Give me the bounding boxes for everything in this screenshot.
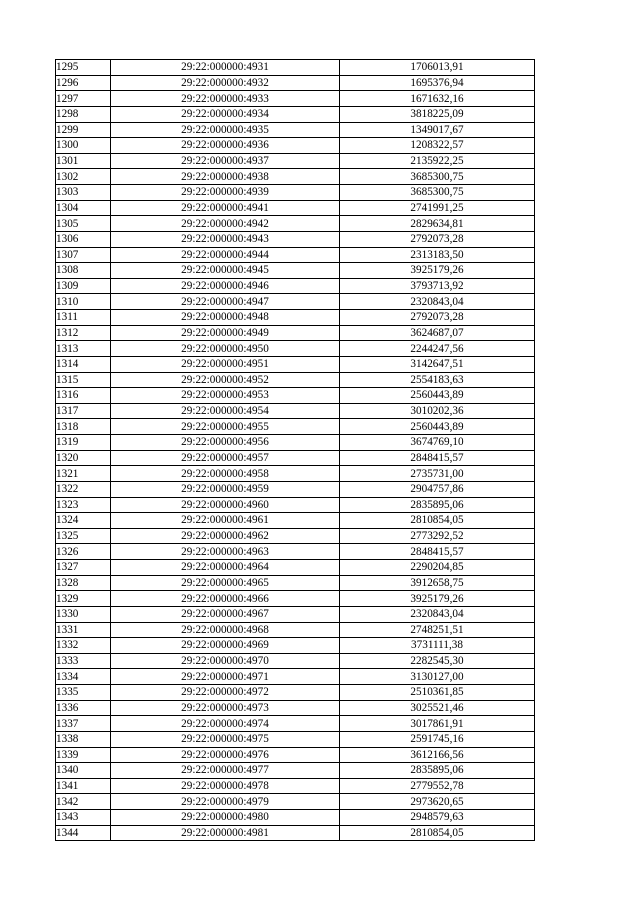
table-row — [56, 731, 535, 747]
table-row — [56, 122, 535, 138]
value-cell: 2282545,30 — [340, 653, 535, 669]
cadastral-number-cell: 29:22:000000:4972 — [111, 685, 340, 701]
cadastral-number-cell: 29:22:000000:4944 — [111, 247, 340, 263]
table-row — [56, 575, 535, 591]
table-row — [56, 263, 535, 279]
cadastral-number-cell: 29:22:000000:4969 — [111, 638, 340, 654]
row-number-cell: 1302 — [56, 169, 111, 185]
table-row — [56, 341, 535, 357]
table-row — [56, 403, 535, 419]
table-row — [56, 372, 535, 388]
row-number-cell: 1340 — [56, 763, 111, 779]
table-row — [56, 497, 535, 513]
value-cell: 2835895,06 — [340, 763, 535, 779]
cadastral-number-cell: 29:22:000000:4978 — [111, 778, 340, 794]
cadastral-number-cell: 29:22:000000:4961 — [111, 513, 340, 529]
value-cell: 3025521,46 — [340, 700, 535, 716]
cadastral-number-cell: 29:22:000000:4953 — [111, 388, 340, 404]
cadastral-number-cell: 29:22:000000:4931 — [111, 60, 340, 76]
cadastral-number-cell: 29:22:000000:4952 — [111, 372, 340, 388]
table-row — [56, 325, 535, 341]
value-cell: 2904757,86 — [340, 481, 535, 497]
table-row — [56, 294, 535, 310]
row-number-cell: 1297 — [56, 91, 111, 107]
row-number-cell: 1309 — [56, 278, 111, 294]
value-cell: 2948579,63 — [340, 810, 535, 826]
value-cell: 3912658,75 — [340, 575, 535, 591]
value-cell: 1671632,16 — [340, 91, 535, 107]
table-row — [56, 106, 535, 122]
cadastral-number-cell: 29:22:000000:4965 — [111, 575, 340, 591]
value-cell: 3818225,09 — [340, 106, 535, 122]
value-cell: 2773292,52 — [340, 528, 535, 544]
row-number-cell: 1334 — [56, 669, 111, 685]
row-number-cell: 1336 — [56, 700, 111, 716]
cadastral-number-cell: 29:22:000000:4976 — [111, 747, 340, 763]
value-cell: 2829634,81 — [340, 216, 535, 232]
row-number-cell: 1313 — [56, 341, 111, 357]
value-cell: 2510361,85 — [340, 685, 535, 701]
row-number-cell: 1337 — [56, 716, 111, 732]
cadastral-number-cell: 29:22:000000:4946 — [111, 278, 340, 294]
cadastral-number-cell: 29:22:000000:4945 — [111, 263, 340, 279]
table-row — [56, 747, 535, 763]
table-row — [56, 310, 535, 326]
cadastral-number-cell: 29:22:000000:4967 — [111, 606, 340, 622]
table-row — [56, 200, 535, 216]
value-cell: 3130127,00 — [340, 669, 535, 685]
row-number-cell: 1301 — [56, 153, 111, 169]
table-row — [56, 91, 535, 107]
value-cell: 2320843,04 — [340, 294, 535, 310]
cadastral-number-cell: 29:22:000000:4957 — [111, 450, 340, 466]
value-cell: 2835895,06 — [340, 497, 535, 513]
table-row — [56, 169, 535, 185]
cadastral-number-cell: 29:22:000000:4941 — [111, 200, 340, 216]
row-number-cell: 1318 — [56, 419, 111, 435]
table-row — [56, 356, 535, 372]
cadastral-number-cell: 29:22:000000:4970 — [111, 653, 340, 669]
row-number-cell: 1329 — [56, 591, 111, 607]
value-cell: 2244247,56 — [340, 341, 535, 357]
table-row — [56, 700, 535, 716]
cadastral-number-cell: 29:22:000000:4948 — [111, 310, 340, 326]
cadastral-number-cell: 29:22:000000:4963 — [111, 544, 340, 560]
row-number-cell: 1335 — [56, 685, 111, 701]
cadastral-number-cell: 29:22:000000:4960 — [111, 497, 340, 513]
table-row — [56, 185, 535, 201]
row-number-cell: 1324 — [56, 513, 111, 529]
row-number-cell: 1317 — [56, 403, 111, 419]
value-cell: 2848415,57 — [340, 544, 535, 560]
cadastral-number-cell: 29:22:000000:4942 — [111, 216, 340, 232]
table-row — [56, 591, 535, 607]
value-cell: 2810854,05 — [340, 825, 535, 841]
cadastral-number-cell: 29:22:000000:4977 — [111, 763, 340, 779]
table-row — [56, 60, 535, 76]
row-number-cell: 1341 — [56, 778, 111, 794]
value-cell: 2313183,50 — [340, 247, 535, 263]
row-number-cell: 1322 — [56, 481, 111, 497]
table-row — [56, 528, 535, 544]
row-number-cell: 1305 — [56, 216, 111, 232]
value-cell: 2560443,89 — [340, 419, 535, 435]
value-cell: 3674769,10 — [340, 435, 535, 451]
value-cell: 1706013,91 — [340, 60, 535, 76]
cadastral-value-table — [55, 59, 535, 841]
row-number-cell: 1308 — [56, 263, 111, 279]
cadastral-number-cell: 29:22:000000:4962 — [111, 528, 340, 544]
cadastral-number-cell: 29:22:000000:4947 — [111, 294, 340, 310]
cadastral-number-cell: 29:22:000000:4973 — [111, 700, 340, 716]
value-cell: 1695376,94 — [340, 75, 535, 91]
value-cell: 2741991,25 — [340, 200, 535, 216]
row-number-cell: 1312 — [56, 325, 111, 341]
table-row — [56, 466, 535, 482]
row-number-cell: 1325 — [56, 528, 111, 544]
table-row — [56, 231, 535, 247]
table-row — [56, 419, 535, 435]
cadastral-number-cell: 29:22:000000:4936 — [111, 138, 340, 154]
row-number-cell: 1326 — [56, 544, 111, 560]
row-number-cell: 1315 — [56, 372, 111, 388]
value-cell: 3010202,36 — [340, 403, 535, 419]
cadastral-number-cell: 29:22:000000:4937 — [111, 153, 340, 169]
table-row — [56, 450, 535, 466]
table-row — [56, 216, 535, 232]
value-cell: 2792073,28 — [340, 231, 535, 247]
table-row — [56, 794, 535, 810]
table-row — [56, 544, 535, 560]
row-number-cell: 1316 — [56, 388, 111, 404]
table-row — [56, 481, 535, 497]
table-row — [56, 513, 535, 529]
table-row — [56, 778, 535, 794]
row-number-cell: 1343 — [56, 810, 111, 826]
row-number-cell: 1319 — [56, 435, 111, 451]
table-row — [56, 247, 535, 263]
row-number-cell: 1344 — [56, 825, 111, 841]
cadastral-number-cell: 29:22:000000:4950 — [111, 341, 340, 357]
row-number-cell: 1332 — [56, 638, 111, 654]
table-row — [56, 685, 535, 701]
table-row — [56, 278, 535, 294]
cadastral-number-cell: 29:22:000000:4981 — [111, 825, 340, 841]
cadastral-number-cell: 29:22:000000:4974 — [111, 716, 340, 732]
cadastral-number-cell: 29:22:000000:4932 — [111, 75, 340, 91]
value-cell: 3624687,07 — [340, 325, 535, 341]
value-cell: 2779552,78 — [340, 778, 535, 794]
table-body — [56, 60, 535, 841]
table-row — [56, 606, 535, 622]
cadastral-number-cell: 29:22:000000:4979 — [111, 794, 340, 810]
value-cell: 3925179,26 — [340, 591, 535, 607]
row-number-cell: 1327 — [56, 560, 111, 576]
value-cell: 2810854,05 — [340, 513, 535, 529]
value-cell: 2554183,63 — [340, 372, 535, 388]
cadastral-number-cell: 29:22:000000:4975 — [111, 731, 340, 747]
table-row — [56, 138, 535, 154]
value-cell: 2290204,85 — [340, 560, 535, 576]
value-cell: 3017861,91 — [340, 716, 535, 732]
cadastral-number-cell: 29:22:000000:4980 — [111, 810, 340, 826]
row-number-cell: 1296 — [56, 75, 111, 91]
table-row — [56, 153, 535, 169]
cadastral-number-cell: 29:22:000000:4933 — [111, 91, 340, 107]
cadastral-number-cell: 29:22:000000:4958 — [111, 466, 340, 482]
row-number-cell: 1306 — [56, 231, 111, 247]
cadastral-number-cell: 29:22:000000:4966 — [111, 591, 340, 607]
value-cell: 3731111,38 — [340, 638, 535, 654]
row-number-cell: 1298 — [56, 106, 111, 122]
cadastral-number-cell: 29:22:000000:4971 — [111, 669, 340, 685]
table-row — [56, 638, 535, 654]
row-number-cell: 1342 — [56, 794, 111, 810]
row-number-cell: 1299 — [56, 122, 111, 138]
cadastral-number-cell: 29:22:000000:4935 — [111, 122, 340, 138]
value-cell: 2135922,25 — [340, 153, 535, 169]
row-number-cell: 1338 — [56, 731, 111, 747]
table-row — [56, 810, 535, 826]
row-number-cell: 1321 — [56, 466, 111, 482]
cadastral-number-cell: 29:22:000000:4955 — [111, 419, 340, 435]
table-row — [56, 560, 535, 576]
table-row — [56, 716, 535, 732]
value-cell: 2973620,65 — [340, 794, 535, 810]
value-cell: 3685300,75 — [340, 169, 535, 185]
cadastral-number-cell: 29:22:000000:4934 — [111, 106, 340, 122]
row-number-cell: 1328 — [56, 575, 111, 591]
table-row — [56, 388, 535, 404]
value-cell: 2320843,04 — [340, 606, 535, 622]
table-row — [56, 763, 535, 779]
value-cell: 3925179,26 — [340, 263, 535, 279]
value-cell: 3612166,56 — [340, 747, 535, 763]
value-cell: 1208322,57 — [340, 138, 535, 154]
row-number-cell: 1303 — [56, 185, 111, 201]
row-number-cell: 1311 — [56, 310, 111, 326]
cadastral-number-cell: 29:22:000000:4951 — [111, 356, 340, 372]
row-number-cell: 1333 — [56, 653, 111, 669]
value-cell: 2560443,89 — [340, 388, 535, 404]
value-cell: 2792073,28 — [340, 310, 535, 326]
value-cell: 3142647,51 — [340, 356, 535, 372]
value-cell: 2748251,51 — [340, 622, 535, 638]
row-number-cell: 1323 — [56, 497, 111, 513]
table-row — [56, 435, 535, 451]
cadastral-number-cell: 29:22:000000:4938 — [111, 169, 340, 185]
table-row — [56, 669, 535, 685]
row-number-cell: 1320 — [56, 450, 111, 466]
cadastral-number-cell: 29:22:000000:4949 — [111, 325, 340, 341]
value-cell: 3685300,75 — [340, 185, 535, 201]
table-row — [56, 622, 535, 638]
cadastral-number-cell: 29:22:000000:4939 — [111, 185, 340, 201]
table-row — [56, 825, 535, 841]
cadastral-number-cell: 29:22:000000:4954 — [111, 403, 340, 419]
cadastral-number-cell: 29:22:000000:4959 — [111, 481, 340, 497]
row-number-cell: 1300 — [56, 138, 111, 154]
row-number-cell: 1295 — [56, 60, 111, 76]
row-number-cell: 1310 — [56, 294, 111, 310]
value-cell: 3793713,92 — [340, 278, 535, 294]
cadastral-number-cell: 29:22:000000:4943 — [111, 231, 340, 247]
cadastral-number-cell: 29:22:000000:4956 — [111, 435, 340, 451]
row-number-cell: 1339 — [56, 747, 111, 763]
row-number-cell: 1304 — [56, 200, 111, 216]
cadastral-number-cell: 29:22:000000:4968 — [111, 622, 340, 638]
row-number-cell: 1307 — [56, 247, 111, 263]
table-row — [56, 75, 535, 91]
cadastral-number-cell: 29:22:000000:4964 — [111, 560, 340, 576]
value-cell: 2848415,57 — [340, 450, 535, 466]
row-number-cell: 1314 — [56, 356, 111, 372]
value-cell: 2591745,16 — [340, 731, 535, 747]
value-cell: 1349017,67 — [340, 122, 535, 138]
table-row — [56, 653, 535, 669]
row-number-cell: 1331 — [56, 622, 111, 638]
row-number-cell: 1330 — [56, 606, 111, 622]
value-cell: 2735731,00 — [340, 466, 535, 482]
